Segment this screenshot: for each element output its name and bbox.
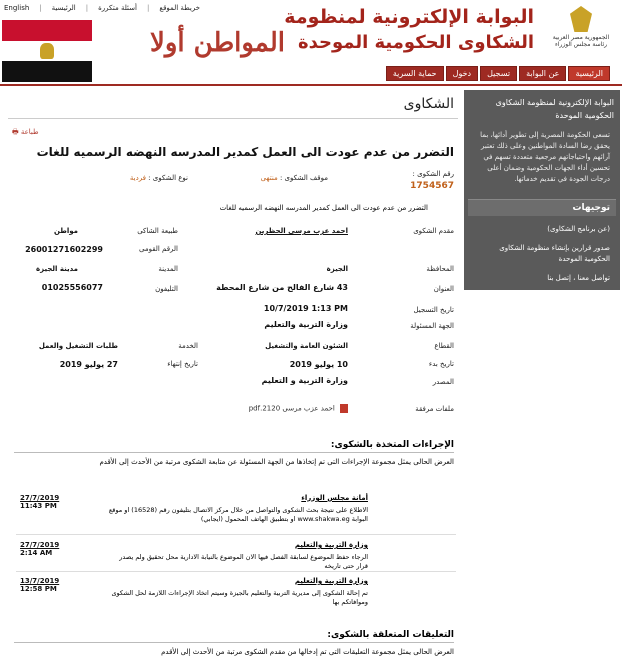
action-3-datetime	[20, 577, 59, 593]
city-label: المدينة	[158, 265, 178, 273]
actions-heading: الإجراءات المتخذة بالشكوى:	[14, 440, 454, 453]
tab-about[interactable]: عن البوابة	[519, 66, 566, 81]
address-value: 43 شارع الفالح من شارع المحطة	[216, 283, 348, 292]
sector-value: الشئون العامة والتشغيل	[265, 342, 348, 350]
printer-icon: 🖶	[12, 128, 19, 136]
complaint-number: 1754567	[410, 181, 454, 191]
source-label: المصدر	[432, 378, 454, 386]
attachment-filename: احمد عزب مرسى 2120.pdf	[248, 404, 335, 413]
topnav-english[interactable]: English	[4, 4, 30, 12]
page-title: الشكاوى	[8, 90, 458, 119]
eagle-emblem-icon	[570, 6, 592, 32]
action-3-org: وزارة التربية والتعليم	[294, 577, 368, 585]
topnav-sitemap[interactable]: خريطة الموقع	[159, 4, 201, 12]
agency-label: الجهة المسئولة	[410, 322, 454, 330]
comments-description: العرض الحالى يمثل مجموعة التعليقات التى تم إدخالها من مقدم الشكوى مرتبة من الأحدث إلى الأقدم	[161, 648, 454, 656]
action-2-description: الرجاء حفظ الموضوع لسابقة الفصل فيها الان الموضوع بالنيابة الادارية محل تحقيق ولم يصدر قرار حتى تاريخه	[119, 553, 368, 570]
action-3-time: 12:58 PM	[20, 585, 57, 593]
phone-label: التليفون	[155, 285, 178, 293]
header-divider	[0, 84, 622, 86]
main-content	[8, 90, 458, 670]
complaint-no-row	[413, 170, 454, 178]
page-header	[0, 0, 622, 88]
reg-date-value: 10/7/2019 1:13 PM	[263, 304, 348, 313]
governorate-value: الجيزة	[326, 265, 348, 273]
city-value: مدينة الجيزة	[36, 265, 78, 273]
action-1-org: أمانة مجلس الوزراء	[301, 494, 368, 502]
divider	[16, 534, 456, 535]
reg-date-label: تاريخ التسجيل	[413, 306, 454, 314]
sidebar	[464, 90, 620, 290]
tab-register[interactable]: تسجيل	[480, 66, 517, 81]
separator: |	[85, 4, 89, 12]
attachment-link[interactable]	[249, 404, 348, 413]
complaint-no-label: رقم الشكوى :	[412, 170, 454, 178]
status-label: موقف الشكوى :	[279, 174, 328, 182]
sidebar-text: تسعى الحكومة المصرية إلى تطوير أدائها، بما يحقق رضا السادة المواطنين وعلى ذلك تعتبر آرائهم واحتياجاتهم مرجعية متعددة تسهم في تحسين أداء الجهات الحكومية وضمان أعلى درجات الجودة في تقديم خدماتها.	[480, 131, 610, 183]
service-label: الخدمة	[178, 342, 198, 350]
pdf-icon	[340, 404, 348, 413]
separator: |	[39, 4, 42, 12]
print-label: طباعة	[20, 128, 39, 136]
action-1-time: 11:43 PM	[20, 502, 57, 510]
national-id-label: الرقم القومى	[139, 245, 178, 253]
site-title-line2: الشكاوى الحكومية الموحدة	[297, 32, 534, 53]
separator: |	[146, 4, 150, 12]
emblem-text-1: الجمهورية مصر العربية	[552, 34, 610, 41]
agency-value: وزارة التربية والتعليم	[264, 320, 348, 329]
topnav-home[interactable]: الرئيسية	[51, 4, 76, 12]
government-emblem	[546, 6, 616, 48]
sidebar-title: البوابة الإلكترونية لمنظومة الشكاوى الحكومية الموحدة	[495, 98, 614, 120]
topnav-faq[interactable]: أسئلة متكررة	[98, 4, 137, 12]
action-2-date: 27/7/2019	[20, 541, 60, 549]
nature-value: مواطن	[53, 227, 78, 235]
start-date-value: 10 يوليو 2019	[289, 360, 348, 369]
governorate-label: المحافظة	[426, 265, 454, 273]
sector-label: القطاع	[434, 342, 454, 350]
egypt-flag-image	[2, 20, 92, 82]
action-1-date: 27/7/2019	[20, 494, 60, 502]
status-value: منتهى	[260, 174, 278, 182]
address-label: العنوان	[433, 285, 454, 293]
sidebar-link-contact[interactable]: تواصل معنا ، إتصل بنا	[547, 274, 610, 282]
action-2-org: وزارة التربية والتعليم	[294, 541, 368, 549]
action-1-datetime	[20, 494, 59, 510]
action-3-description: تم إحالة الشكوى إلى مديرية التربية والتعليم بالجيزة وسيتم اتخاذ الإجراءات اللازمة لحل الشكوى وموافاتكم بها	[111, 589, 368, 606]
comments-heading: التعليقات المتعلقة بالشكوى:	[14, 630, 454, 643]
main-menu	[300, 66, 622, 82]
start-date-label: تاريخ بدء	[428, 360, 454, 368]
print-button[interactable]	[12, 128, 39, 139]
action-2-time: 2:14 AM	[20, 549, 53, 557]
complainant-value: احمد عزب مرسى الحظرين	[255, 227, 348, 235]
action-1-description: الاطلاع على نتيجة بحث الشكوى والتواصل من خلال مركز الاتصال بتليفون رقم (16528) او موقع البوابة www.shakwa.eg او بتطبيق الهاتف المحمول (ايجابي)	[108, 506, 368, 523]
status-row	[261, 174, 328, 182]
end-date-label: تاريخ إنتهاء	[167, 360, 198, 368]
tab-home[interactable]: الرئيسية	[568, 66, 610, 81]
tab-login[interactable]: دخول	[446, 66, 478, 81]
eagle-icon	[40, 43, 54, 59]
action-3-date: 13/7/2019	[20, 577, 60, 585]
end-date-value: 27 يوليو 2019	[59, 360, 118, 369]
site-title-line1: البوابة الإلكترونية لمنظومة	[284, 6, 534, 28]
phone-value: 01025556077	[41, 283, 103, 292]
actions-description: العرض الحالى يمثل مجموعة الإجراءات التى تم إتخاذها من الجهة المسئولة عن متابعة الشكوى مرتبة من الأحدث إلى الأقدم	[99, 458, 454, 466]
action-2-datetime	[20, 541, 59, 557]
national-id-value: 26001271602299	[25, 245, 103, 254]
divider	[16, 571, 456, 572]
sidebar-section-header: توجيهات	[468, 199, 616, 216]
top-nav	[4, 4, 200, 12]
type-row	[130, 174, 188, 182]
type-value: فردية	[129, 174, 146, 182]
complainant-label: مقدم الشكوى	[413, 227, 454, 235]
nature-label: طبيعة الشاكى	[137, 227, 178, 235]
complaint-subject: التضرر من عدم عودت الى العمل كمدير المدرسه النهضه الرسميه للغات	[36, 145, 454, 159]
complaint-summary: التضرر من عدم عودت الى العمل كمدير المدرسه النهضه الرسميه للغات	[219, 204, 428, 212]
type-label: نوع الشكوى :	[148, 174, 188, 182]
tab-privacy[interactable]: حماية السرية	[386, 66, 444, 81]
slogan: المواطن أولا	[150, 28, 285, 58]
service-value: طلبات التشغيل والعمل	[38, 342, 118, 350]
sidebar-link-about-program[interactable]: (عن برنامج الشكاوى)	[547, 225, 610, 233]
emblem-text-2: رئاسة مجلس الوزراء	[554, 41, 608, 48]
attachments-label: ملفات مرفقة	[415, 405, 454, 413]
source-value: وزارة التربية و التعليم	[261, 376, 348, 385]
sidebar-link-decrees[interactable]: صدور قرارين بإنشاء منظومة الشكاوى الحكومية الموحدة	[499, 244, 610, 263]
